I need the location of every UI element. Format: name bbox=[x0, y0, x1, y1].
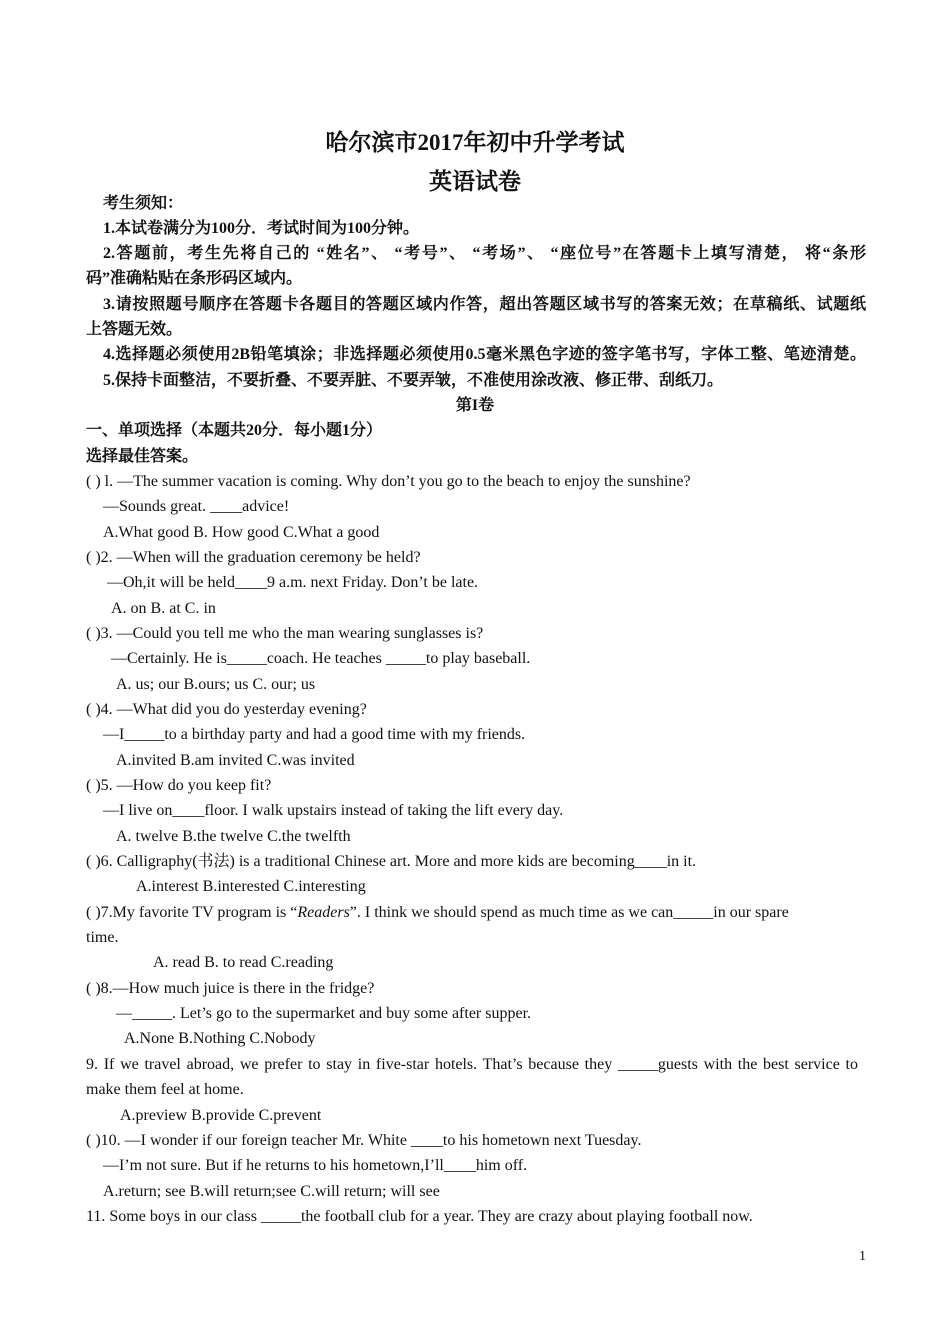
question-3-reply: —Certainly. He is_____coach. He teaches _____to play baseball. bbox=[111, 650, 531, 667]
notice-item-2-line-1: 2.答题前，考生先将自己的 “姓名”、 “考号”、 “考场”、 “座位号”在答题卡上填写清楚， 将“条形 bbox=[103, 245, 866, 262]
question-7-line-2: time. bbox=[86, 929, 119, 946]
volume-label: 第I卷 bbox=[455, 397, 495, 414]
question-7-program-title: Readers bbox=[297, 904, 350, 921]
question-8: ( )8.—How much juice is there in the fridge? bbox=[86, 980, 375, 997]
notice-item-4: 4.选择题必须使用2B铅笔填涂；非选择题必须使用0.5毫米黑色字迹的签字笔书写，字体工整、笔迹清楚。 bbox=[103, 346, 866, 363]
question-4: ( )4. —What did you do yesterday evening? bbox=[86, 701, 367, 718]
question-10-reply: —I’m not sure. But if he returns to his hometown,I’ll____him off. bbox=[103, 1157, 528, 1174]
notice-item-1: 1.本试卷满分为100分．考试时间为100分钟。 bbox=[103, 220, 420, 237]
question-9-line-2: make them feel at home. bbox=[86, 1081, 244, 1098]
question-9-options: A.preview B.provide C.prevent bbox=[120, 1107, 322, 1124]
question-7-options: A. read B. to read C.reading bbox=[153, 954, 334, 971]
question-7-prefix: ( )7.My favorite TV program is “ bbox=[86, 904, 298, 921]
exam-subtitle: 英语试卷 bbox=[429, 169, 521, 194]
question-4-reply: —I_____to a birthday party and had a good time with my friends. bbox=[103, 726, 526, 743]
question-9-line-1: 9. If we travel abroad, we prefer to stay in five-star hotels. That’s because they _____guests with the best service to bbox=[86, 1056, 858, 1073]
question-5-options: A. twelve B.the twelve C.the twelfth bbox=[116, 828, 351, 845]
question-5: ( )5. —How do you keep fit? bbox=[86, 777, 272, 794]
exam-title: 哈尔滨市2017年初中升学考试 bbox=[325, 130, 625, 155]
question-11: 11. Some boys in our class _____the football club for a year. They are crazy about playing football now. bbox=[86, 1208, 753, 1225]
question-7-suffix: ”. I think we should spend as much time as we can_____in our spare bbox=[349, 904, 789, 921]
question-7 bbox=[86, 900, 866, 925]
question-10: ( )10. —I wonder if our foreign teacher Mr. White ____to his hometown next Tuesday. bbox=[86, 1132, 642, 1149]
notice-item-3-line-2: 上答题无效。 bbox=[86, 321, 183, 338]
question-10-options: A.return; see B.will return;see C.will return; will see bbox=[103, 1183, 440, 1200]
section-title: 一、单项选择（本题共20分．每小题1分） bbox=[86, 422, 383, 439]
notice-heading: 考生须知： bbox=[103, 195, 184, 212]
notice-item-3-line-1: 3.请按照题号顺序在答题卡各题目的答题区域内作答，超出答题区域书写的答案无效；在草稿纸、试题纸 bbox=[103, 296, 866, 313]
question-3: ( )3. —Could you tell me who the man wearing sunglasses is? bbox=[86, 625, 484, 642]
question-1: ( ) l. —The summer vacation is coming. Why don’t you go to the beach to enjoy the sunshine? bbox=[86, 473, 691, 490]
question-6: ( )6. Calligraphy(书法) is a traditional Chinese art. More and more kids are becoming____in it. bbox=[86, 853, 697, 870]
question-2-reply: —Oh,it will be held____9 a.m. next Friday. Don’t be late. bbox=[107, 574, 479, 591]
question-2: ( )2. —When will the graduation ceremony be held? bbox=[86, 549, 421, 566]
question-8-options: A.None B.Nothing C.Nobody bbox=[124, 1030, 316, 1047]
question-5-reply: —I live on____floor. I walk upstairs instead of taking the lift every day. bbox=[103, 802, 564, 819]
page-number: 1 bbox=[859, 1249, 866, 1264]
question-1-reply: —Sounds great. ____advice! bbox=[103, 498, 290, 515]
question-2-options: A. on B. at C. in bbox=[111, 600, 216, 617]
question-8-reply: —_____. Let’s go to the supermarket and buy some after supper. bbox=[116, 1005, 532, 1022]
question-1-options: A.What good B. How good C.What a good bbox=[103, 524, 380, 541]
question-3-options: A. us; our B.ours; us C. our; us bbox=[116, 676, 316, 693]
question-4-options: A.invited B.am invited C.was invited bbox=[116, 752, 355, 769]
notice-item-2-line-2: 码”准确粘贴在条形码区域内。 bbox=[86, 270, 303, 287]
section-instruction: 选择最佳答案。 bbox=[86, 448, 199, 465]
notice-item-5: 5.保持卡面整洁，不要折叠、不要弄脏、不要弄皱，不准使用涂改液、修正带、刮纸刀。 bbox=[103, 372, 724, 389]
question-6-options: A.interest B.interested C.interesting bbox=[136, 878, 366, 895]
